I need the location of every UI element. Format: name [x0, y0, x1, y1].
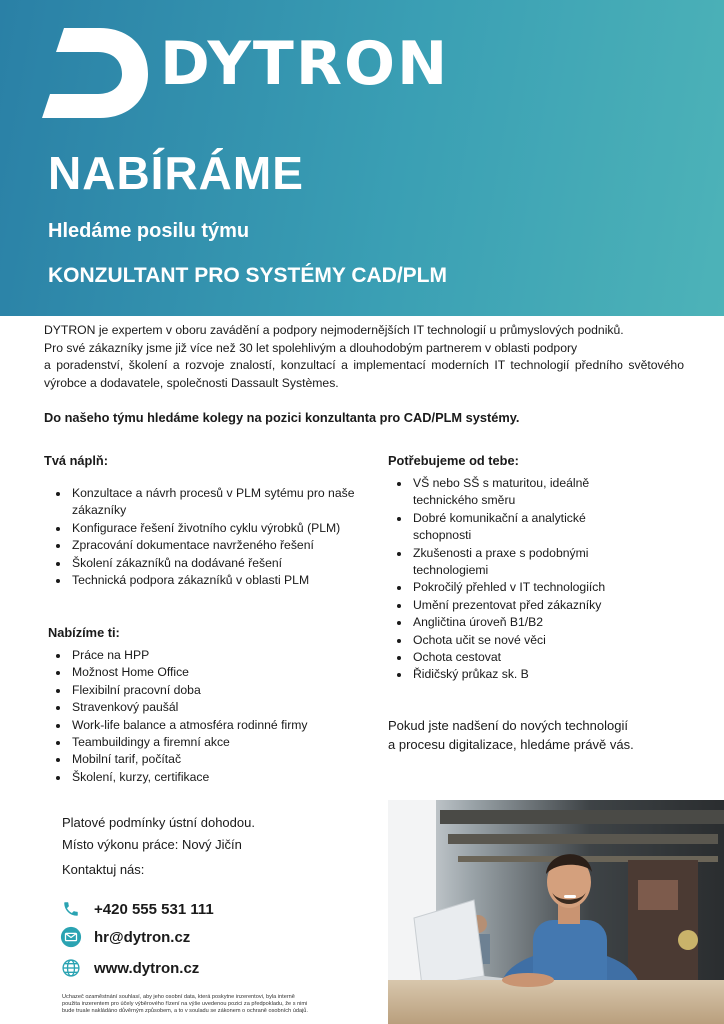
contact-heading: Kontaktuj nás: [62, 862, 145, 877]
contact-phone[interactable] [60, 898, 214, 920]
offer-heading: Nabízíme ti: [48, 625, 120, 640]
offer-list [44, 647, 340, 786]
list-item: • Práce na HPP [70, 647, 340, 664]
list-item: • Zpracování dokumentace navrženého řešení [70, 537, 370, 554]
list-item: • Teambuildingy a firemní akce [70, 734, 340, 751]
dytron-logo-icon [42, 28, 148, 118]
phone-icon [60, 898, 82, 920]
phone-number: +420 555 531 111 [94, 900, 214, 918]
requirements-heading: Potřebujeme od tebe: [388, 453, 519, 468]
envelope-icon [60, 926, 82, 948]
duties-list [44, 485, 370, 589]
list-item: • Školení, kurzy, certifikace [70, 769, 340, 786]
work-location: Místo výkonu práce: Nový Jičín [62, 837, 242, 852]
intro-text [44, 322, 684, 392]
closing-line: Pokud jste nadšení do nových technologií [388, 718, 628, 733]
list-item: • Konfigurace řešení životního cyklu výrobků (PLM) [70, 520, 370, 537]
list-item: • Stravenkový paušál [70, 699, 340, 716]
list-item: • Konzultace a návrh procesů v PLM sytému pro naše zákazníky [70, 485, 370, 520]
email-address: hr@dytron.cz [94, 928, 191, 946]
website-url: www.dytron.cz [94, 959, 200, 977]
legal-line: bude truale nakládáno důvěrným způsobem, a to v souladu se zákonem o ochraně osobních údajů. [62, 1008, 308, 1014]
list-item: • Možnost Home Office [70, 664, 340, 681]
list-item: • Pokročilý přehled v IT technologiích [411, 579, 646, 596]
intro-line: Pro své zákazníky jsme již více než 30 let spolehlivým a dlouhodobým partnerem v oblasti podpory [44, 340, 578, 355]
office-photo [388, 800, 724, 1024]
list-item: • Školení zákazníků na dodávané řešení [70, 555, 370, 572]
list-item: • Zkušenosti a praxe s podobnými technologiemi [411, 545, 646, 580]
lead-statement: Do našeho týmu hledáme kolegy na pozici konzultanta pro CAD/PLM systémy. [44, 410, 520, 425]
salary-note: Platové podmínky ústní dohodou. [62, 815, 255, 830]
list-item: • Technická podpora zákazníků v oblasti PLM [70, 572, 370, 589]
gdpr-disclaimer [62, 994, 332, 1015]
page-subtitle: Hledáme posilu týmu [48, 220, 250, 242]
legal-line: Uchazeč ozaměstnání souhlasí, aby jeho osobní data, která poskytne inzerentovi, byla interně [62, 994, 295, 1000]
position-title: KONZULTANT PRO SYSTÉMY CAD/PLM [48, 264, 447, 287]
header-banner [0, 0, 724, 316]
list-item: • Work-life balance a atmosféra rodinné firmy [70, 717, 340, 734]
list-item: • Angličtina úroveň B1/B2 [411, 614, 646, 631]
globe-icon [60, 957, 82, 979]
intro-line: a poradenství, školení a rozvoje znalostí, konzultací a implementací moderních IT technologií předního světového výrobce a dodavatele, společnosti Dassault Systèmes. [44, 358, 684, 390]
legal-line: použita inzerentem pro účely výběrového řízení na výše uvedenou pozici za předpokladu, že s nimi [62, 1001, 308, 1007]
list-item: • Řidičský průkaz sk. B [411, 666, 646, 683]
list-item: • Umění prezentovat před zákazníky [411, 597, 646, 614]
list-item: • Dobré komunikační a analytické schopnosti [411, 510, 646, 545]
contact-web[interactable] [60, 957, 199, 979]
intro-line: DYTRON je expertem v oboru zavádění a podpory nejmodernějších IT technologií u průmyslových podniků. [44, 323, 624, 337]
list-item: • Ochota cestovat [411, 649, 646, 666]
duties-heading: Tvá náplň: [44, 453, 108, 468]
list-item: • Flexibilní pracovní doba [70, 682, 340, 699]
list-item: • Ochota učit se nové věci [411, 632, 646, 649]
list-item: • Mobilní tarif, počítač [70, 751, 340, 768]
contact-email[interactable] [60, 926, 190, 948]
closing-line: a procesu digitalizace, hledáme právě vás. [388, 737, 634, 752]
page-title: NABÍRÁME [48, 147, 304, 199]
brand-wordmark: DYTRON [160, 29, 450, 99]
list-item: • VŠ nebo SŠ s maturitou, ideálně technického směru [411, 475, 646, 510]
requirements-list [385, 475, 646, 684]
closing-text [388, 716, 708, 754]
